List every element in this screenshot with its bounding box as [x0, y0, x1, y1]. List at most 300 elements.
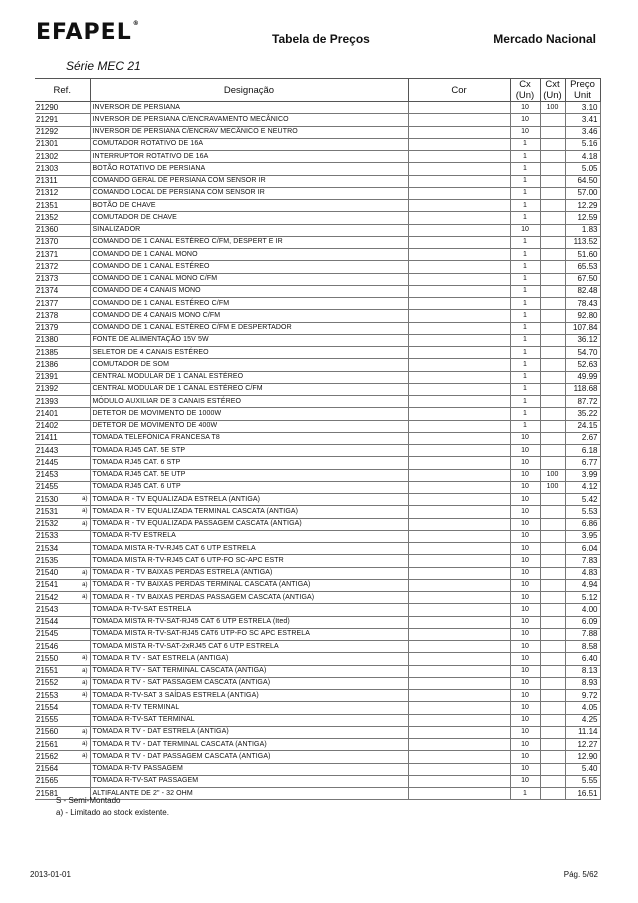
cell-carton-units [540, 506, 565, 518]
cell-unit-price: 113.52 [565, 236, 600, 248]
header-box-units: Cx (Un) [510, 79, 540, 102]
cell-ref [35, 420, 90, 432]
cell-designation: TOMADA R - TV EQUALIZADA ESTRELA (ANTIGA) [90, 494, 408, 506]
cell-unit-price: 2.67 [565, 432, 600, 444]
ref-code: 21372 [36, 261, 59, 271]
cell-box-units: 10 [510, 751, 540, 763]
cell-designation: TOMADA MISTA R-TV-SAT-RJ45 CAT 6 UTP ESTRELA (Ited) [90, 616, 408, 628]
ref-code: 21551 [36, 666, 59, 676]
cell-designation: TOMADA RJ45 CAT. 5E UTP [90, 469, 408, 481]
cell-unit-price: 4.83 [565, 567, 600, 579]
cell-ref [35, 763, 90, 775]
cell-color [408, 273, 510, 285]
cell-color [408, 396, 510, 408]
cell-color [408, 739, 510, 751]
ref-code: 21543 [36, 604, 59, 614]
cell-carton-units [540, 420, 565, 432]
cell-unit-price: 4.00 [565, 604, 600, 616]
document-title: Tabela de Preços [272, 32, 370, 46]
cell-carton-units [540, 396, 565, 408]
cell-unit-price: 1.83 [565, 224, 600, 236]
cell-color [408, 187, 510, 199]
ref-code: 21532 [36, 519, 59, 529]
ref-code: 21453 [36, 470, 59, 480]
cell-color [408, 702, 510, 714]
cell-ref [35, 469, 90, 481]
cell-color [408, 322, 510, 334]
cell-unit-price: 82.48 [565, 285, 600, 297]
table-row [35, 383, 600, 395]
table-row [35, 200, 600, 212]
cell-color [408, 481, 510, 493]
price-table [35, 78, 601, 800]
ref-code: 21386 [36, 359, 59, 369]
cell-color [408, 285, 510, 297]
table-row [35, 138, 600, 150]
cell-ref [35, 126, 90, 138]
cell-unit-price: 5.05 [565, 163, 600, 175]
cell-carton-units [540, 628, 565, 640]
table-row [35, 126, 600, 138]
cell-designation: TOMADA MISTA R-TV-SAT-RJ45 CAT6 UTP-FO SC APC ESTRELA [90, 628, 408, 640]
table-row [35, 457, 600, 469]
cell-designation: TOMADA R-TV-SAT PASSAGEM [90, 775, 408, 787]
cell-carton-units [540, 200, 565, 212]
cell-color [408, 518, 510, 530]
stock-note-marker: a) [82, 741, 88, 747]
market-label: Mercado Nacional [493, 32, 596, 46]
cell-box-units: 10 [510, 739, 540, 751]
cell-unit-price: 6.09 [565, 616, 600, 628]
cell-designation: DETETOR DE MOVIMENTO DE 400W [90, 420, 408, 432]
cell-color [408, 138, 510, 150]
cell-unit-price: 6.77 [565, 457, 600, 469]
cell-color [408, 457, 510, 469]
cell-ref [35, 371, 90, 383]
cell-carton-units [540, 126, 565, 138]
cell-designation: BOTÃO ROTATIVO DE PERSIANA [90, 163, 408, 175]
cell-color [408, 579, 510, 591]
cell-color [408, 628, 510, 640]
table-row [35, 726, 600, 738]
ref-code: 21533 [36, 531, 59, 541]
cell-carton-units [540, 175, 565, 187]
cell-box-units: 10 [510, 530, 540, 542]
cell-box-units: 10 [510, 469, 540, 481]
cell-unit-price: 67.50 [565, 273, 600, 285]
cell-box-units: 10 [510, 665, 540, 677]
table-row [35, 285, 600, 297]
cell-unit-price: 49.99 [565, 371, 600, 383]
table-row [35, 714, 600, 726]
cell-unit-price: 12.27 [565, 739, 600, 751]
ref-code: 21445 [36, 457, 59, 467]
cell-designation: COMANDO DE 1 CANAL MONO [90, 249, 408, 261]
cell-carton-units [540, 285, 565, 297]
cell-designation: TOMADA RJ45 CAT. 5E STP [90, 445, 408, 457]
cell-box-units: 10 [510, 592, 540, 604]
cell-carton-units [540, 408, 565, 420]
cell-unit-price: 65.53 [565, 261, 600, 273]
cell-color [408, 102, 510, 114]
cell-carton-units [540, 151, 565, 163]
ref-code: 21411 [36, 433, 58, 443]
ref-code: 21290 [36, 102, 59, 112]
ref-code: 21370 [36, 237, 59, 247]
cell-carton-units [540, 457, 565, 469]
table-row [35, 567, 600, 579]
table-row [35, 775, 600, 787]
table-row [35, 236, 600, 248]
cell-designation: TOMADA RJ45 CAT. 6 STP [90, 457, 408, 469]
table-row [35, 445, 600, 457]
cell-box-units: 1 [510, 347, 540, 359]
table-row [35, 592, 600, 604]
cell-carton-units [540, 138, 565, 150]
cell-ref [35, 432, 90, 444]
cell-unit-price: 78.43 [565, 298, 600, 310]
table-row [35, 506, 600, 518]
cell-ref [35, 200, 90, 212]
ref-code: 21542 [36, 592, 59, 602]
cell-color [408, 445, 510, 457]
cell-box-units: 10 [510, 543, 540, 555]
ref-code: 21385 [36, 347, 59, 357]
stock-note-marker: a) [82, 594, 88, 600]
cell-color [408, 751, 510, 763]
cell-box-units: 1 [510, 383, 540, 395]
cell-ref [35, 224, 90, 236]
cell-designation: COMANDO DE 4 CANAIS MONO C/FM [90, 310, 408, 322]
table-row [35, 494, 600, 506]
ref-code: 21302 [36, 151, 59, 161]
cell-box-units: 1 [510, 151, 540, 163]
cell-designation: COMUTADOR ROTATIVO DE 16A [90, 138, 408, 150]
cell-designation: TOMADA R TV - SAT PASSAGEM CASCATA (ANTIGA) [90, 677, 408, 689]
cell-ref [35, 298, 90, 310]
cell-carton-units [540, 543, 565, 555]
footnotes [56, 795, 169, 819]
table-row [35, 249, 600, 261]
cell-carton-units [540, 359, 565, 371]
table-row [35, 518, 600, 530]
cell-unit-price: 4.12 [565, 481, 600, 493]
cell-box-units: 10 [510, 445, 540, 457]
table-row [35, 628, 600, 640]
ref-code: 21443 [36, 445, 59, 455]
cell-ref [35, 334, 90, 346]
cell-color [408, 788, 510, 800]
cell-ref [35, 665, 90, 677]
cell-ref [35, 739, 90, 751]
cell-designation: COMANDO DE 1 CANAL ESTÉREO C/FM [90, 298, 408, 310]
cell-ref [35, 616, 90, 628]
cell-box-units: 10 [510, 653, 540, 665]
cell-unit-price: 51.60 [565, 249, 600, 261]
cell-box-units: 10 [510, 126, 540, 138]
cell-color [408, 151, 510, 163]
cell-designation: TOMADA R TV - SAT ESTRELA (ANTIGA) [90, 653, 408, 665]
cell-carton-units [540, 261, 565, 273]
stock-note-marker: a) [82, 728, 88, 735]
cell-ref [35, 653, 90, 665]
table-row [35, 739, 600, 751]
note-limited-stock: a) - Limitado ao stock existente. [56, 808, 169, 817]
cell-box-units: 10 [510, 702, 540, 714]
cell-designation: ALTIFALANTE DE 2" - 32 OHM [90, 788, 408, 800]
cell-unit-price: 3.46 [565, 126, 600, 138]
cell-box-units: 10 [510, 518, 540, 530]
table-row [35, 212, 600, 224]
header-designation: Designação [90, 79, 408, 102]
cell-unit-price: 35.22 [565, 408, 600, 420]
ref-code: 21371 [36, 249, 59, 259]
cell-unit-price: 64.50 [565, 175, 600, 187]
table-row [35, 469, 600, 481]
cell-designation: INTERRUPTOR ROTATIVO DE 16A [90, 151, 408, 163]
cell-box-units: 1 [510, 236, 540, 248]
page-number: Pág. 5/62 [563, 870, 598, 879]
cell-color [408, 126, 510, 138]
table-row [35, 543, 600, 555]
cell-carton-units [540, 249, 565, 261]
cell-color [408, 383, 510, 395]
cell-box-units: 1 [510, 322, 540, 334]
cell-unit-price: 9.72 [565, 690, 600, 702]
table-row [35, 298, 600, 310]
cell-color [408, 114, 510, 126]
cell-ref [35, 151, 90, 163]
cell-unit-price: 5.55 [565, 775, 600, 787]
table-row [35, 151, 600, 163]
ref-code: 21535 [36, 555, 59, 565]
cell-ref [35, 702, 90, 714]
cell-unit-price: 52.63 [565, 359, 600, 371]
ref-code: 21401 [36, 408, 59, 418]
cell-carton-units: 100 [540, 469, 565, 481]
cell-carton-units [540, 714, 565, 726]
cell-color [408, 236, 510, 248]
table-row [35, 653, 600, 665]
cell-box-units: 1 [510, 261, 540, 273]
cell-unit-price: 12.29 [565, 200, 600, 212]
table-row [35, 702, 600, 714]
cell-box-units: 10 [510, 726, 540, 738]
cell-designation: BOTÃO DE CHAVE [90, 200, 408, 212]
cell-carton-units [540, 371, 565, 383]
cell-color [408, 690, 510, 702]
cell-box-units: 1 [510, 396, 540, 408]
cell-designation: INVERSOR DE PERSIANA C/ENCRAV MECÂNICO E NEUTRO [90, 126, 408, 138]
stock-note-marker: a) [82, 496, 88, 502]
ref-code: 21560 [36, 727, 59, 737]
table-row [35, 408, 600, 420]
header-color: Cor [408, 79, 510, 102]
cell-ref [35, 494, 90, 506]
ref-code: 21555 [36, 715, 59, 725]
cell-box-units: 10 [510, 775, 540, 787]
table-row [35, 187, 600, 199]
cell-unit-price: 5.40 [565, 763, 600, 775]
table-row [35, 310, 600, 322]
cell-unit-price: 3.10 [565, 102, 600, 114]
cell-carton-units [540, 383, 565, 395]
cell-designation: COMUTADOR DE SOM [90, 359, 408, 371]
cell-carton-units [540, 739, 565, 751]
cell-carton-units [540, 432, 565, 444]
cell-designation: TOMADA R-TV TERMINAL [90, 702, 408, 714]
cell-unit-price: 5.12 [565, 592, 600, 604]
cell-unit-price: 36.12 [565, 334, 600, 346]
cell-designation: TOMADA R-TV-SAT TERMINAL [90, 714, 408, 726]
cell-ref [35, 714, 90, 726]
cell-color [408, 555, 510, 567]
cell-designation: INVERSOR DE PERSIANA [90, 102, 408, 114]
cell-designation: TOMADA R - TV EQUALIZADA PASSAGEM CASCATA (ANTIGA) [90, 518, 408, 530]
cell-box-units: 10 [510, 481, 540, 493]
table-row [35, 751, 600, 763]
cell-color [408, 334, 510, 346]
cell-box-units: 1 [510, 175, 540, 187]
cell-color [408, 310, 510, 322]
cell-designation: TOMADA TELEFÓNICA FRANCESA T8 [90, 432, 408, 444]
cell-box-units: 10 [510, 506, 540, 518]
cell-carton-units: 100 [540, 481, 565, 493]
table-row [35, 616, 600, 628]
cell-ref [35, 518, 90, 530]
cell-carton-units [540, 677, 565, 689]
cell-unit-price: 3.41 [565, 114, 600, 126]
cell-carton-units [540, 775, 565, 787]
ref-code: 21380 [36, 335, 59, 345]
cell-carton-units [540, 530, 565, 542]
cell-ref [35, 396, 90, 408]
cell-ref [35, 383, 90, 395]
cell-carton-units [540, 579, 565, 591]
table-row [35, 481, 600, 493]
cell-color [408, 371, 510, 383]
cell-box-units: 1 [510, 200, 540, 212]
ref-code: 21562 [36, 751, 59, 761]
cell-color [408, 200, 510, 212]
cell-color [408, 604, 510, 616]
cell-color [408, 261, 510, 273]
cell-designation: TOMADA MISTA R-TV-SAT-2xRJ45 CAT 6 UTP ESTRELA [90, 641, 408, 653]
ref-code: 21291 [36, 114, 59, 124]
ref-code: 21392 [36, 384, 59, 394]
table-row [35, 273, 600, 285]
cell-box-units: 10 [510, 604, 540, 616]
cell-designation: TOMADA R-TV PASSAGEM [90, 763, 408, 775]
table-row [35, 420, 600, 432]
ref-code: 21565 [36, 776, 59, 786]
table-row [35, 371, 600, 383]
ref-code: 21544 [36, 617, 59, 627]
cell-unit-price: 6.40 [565, 653, 600, 665]
cell-carton-units [540, 334, 565, 346]
ref-code: 21402 [36, 421, 59, 431]
cell-unit-price: 4.25 [565, 714, 600, 726]
cell-box-units: 1 [510, 310, 540, 322]
cell-color [408, 469, 510, 481]
cell-ref [35, 677, 90, 689]
cell-unit-price: 5.53 [565, 506, 600, 518]
cell-carton-units [540, 347, 565, 359]
cell-designation: FONTE DE ALIMENTAÇÃO 15V 5W [90, 334, 408, 346]
cell-box-units: 10 [510, 690, 540, 702]
cell-ref [35, 543, 90, 555]
cell-ref [35, 775, 90, 787]
cell-unit-price: 57.00 [565, 187, 600, 199]
cell-ref [35, 102, 90, 114]
cell-unit-price: 5.16 [565, 138, 600, 150]
table-row [35, 163, 600, 175]
cell-box-units: 1 [510, 249, 540, 261]
cell-carton-units [540, 236, 565, 248]
cell-box-units: 10 [510, 567, 540, 579]
cell-unit-price: 54.70 [565, 347, 600, 359]
ref-code: 21374 [36, 286, 59, 296]
cell-color [408, 347, 510, 359]
ref-code: 21546 [36, 641, 59, 651]
cell-ref [35, 628, 90, 640]
cell-box-units: 10 [510, 628, 540, 640]
table-row [35, 432, 600, 444]
cell-unit-price: 118.68 [565, 383, 600, 395]
cell-color [408, 714, 510, 726]
cell-designation: SELETOR DE 4 CANAIS ESTÉREO [90, 347, 408, 359]
cell-ref [35, 726, 90, 738]
cell-box-units: 1 [510, 408, 540, 420]
cell-designation: TOMADA RJ45 CAT. 6 UTP [90, 481, 408, 493]
cell-carton-units [540, 322, 565, 334]
table-row [35, 102, 600, 114]
cell-unit-price: 3.99 [565, 469, 600, 481]
cell-designation: TOMADA R - TV BAIXAS PERDAS ESTRELA (ANTIGA) [90, 567, 408, 579]
cell-carton-units [540, 114, 565, 126]
cell-designation: CENTRAL MODULAR DE 1 CANAL ESTÉREO C/FM [90, 383, 408, 395]
cell-carton-units [540, 604, 565, 616]
cell-designation: TOMADA R TV - DAT ESTRELA (ANTIGA) [90, 726, 408, 738]
header-ref: Ref. [35, 79, 90, 102]
cell-box-units: 1 [510, 334, 540, 346]
ref-code: 21530 [36, 494, 59, 504]
cell-ref [35, 481, 90, 493]
cell-designation: DETETOR DE MOVIMENTO DE 1000W [90, 408, 408, 420]
cell-box-units: 1 [510, 359, 540, 371]
cell-ref [35, 212, 90, 224]
cell-designation: TOMADA R TV - DAT TERMINAL CASCATA (ANTIGA) [90, 739, 408, 751]
cell-color [408, 175, 510, 187]
cell-ref [35, 347, 90, 359]
cell-carton-units [540, 187, 565, 199]
cell-color [408, 567, 510, 579]
table-row [35, 579, 600, 591]
cell-designation: INVERSOR DE PERSIANA C/ENCRAVAMENTO MECÂNICO [90, 114, 408, 126]
table-row [35, 224, 600, 236]
cell-unit-price: 6.86 [565, 518, 600, 530]
cell-ref [35, 359, 90, 371]
efapel-logo: EFAPEL® [36, 20, 140, 45]
table-row [35, 641, 600, 653]
cell-carton-units [540, 445, 565, 457]
cell-color [408, 775, 510, 787]
cell-carton-units [540, 665, 565, 677]
cell-box-units: 10 [510, 641, 540, 653]
cell-unit-price: 5.42 [565, 494, 600, 506]
header-unit-price: Preço Unit [565, 79, 600, 102]
cell-unit-price: 4.18 [565, 151, 600, 163]
